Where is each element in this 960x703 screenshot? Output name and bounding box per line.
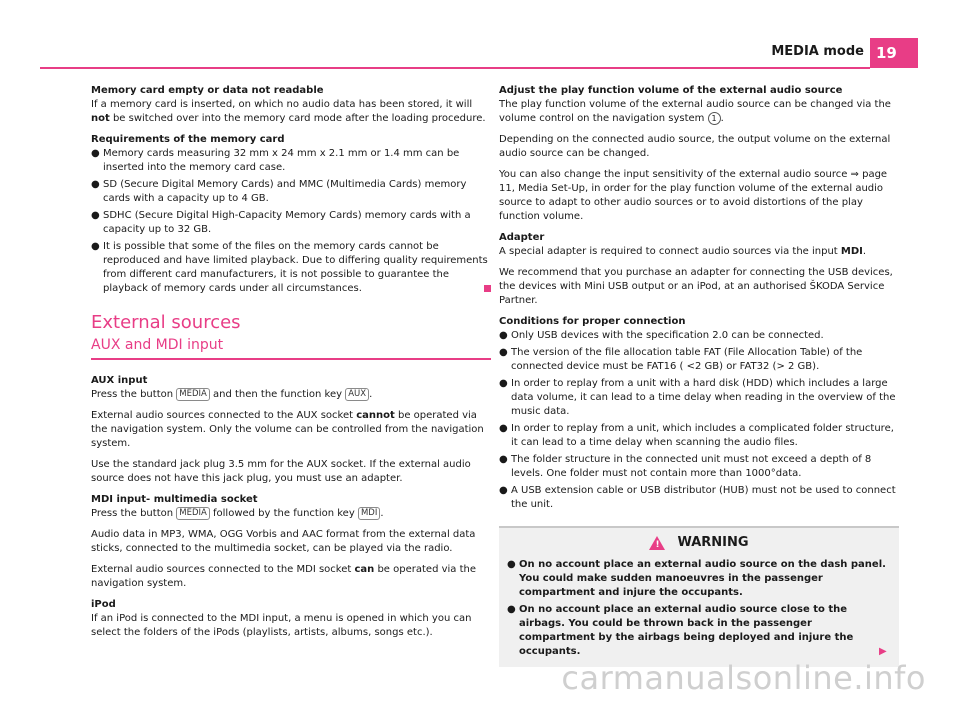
list-item: ● SDHC (Secure Digital High-Capacity Memory Cards) memory cards with a capacity up to 32 GB. [91, 210, 471, 235]
section-title-external-sources: External sources [91, 312, 241, 333]
list-item: ● A USB extension cable or USB distributor (HUB) must not be used to connect the unit. [499, 485, 896, 510]
heading-mdi-input: MDI input- multimedia socket [91, 494, 258, 505]
paragraph-adapter-2: We recommend that you purchase an adapter for connecting the USB devices, the devices with Mini USB output or an iPod, at an authorised ŠKODA Service Partner. [499, 267, 893, 306]
paragraph-memory-empty: If a memory card is inserted, on which no audio data has been stored, it will not be switched over into the memory card mode after the loading procedure. [91, 99, 486, 124]
header-rule [40, 67, 870, 69]
paragraph-mdi-socket: External audio sources connected to the MDI socket can be operated via the navigation system. [91, 564, 477, 589]
right-column [499, 84, 899, 667]
warning-title: WARNING [677, 535, 749, 550]
section-end-marker [484, 285, 491, 292]
aux-key: AUX [345, 388, 369, 401]
list-item: ● The folder structure in the connected unit must not exceed a depth of 8 levels. One folder must not contain more than 1000°data. [499, 454, 872, 479]
warning-item: ● On no account place an external audio source close to the airbags. You could be thrown back in the passenger compartment by the airbags being deployed and injure the occupants. ▶ [507, 604, 887, 657]
heading-volume: Adjust the play function volume of the external audio source [499, 85, 843, 96]
warning-item: ● On no account place an external audio source on the dash panel. You could make sudden manoeuvres in the passenger compartment and injure the occupants. [507, 559, 886, 598]
heading-conditions: Conditions for proper connection [499, 316, 686, 327]
list-item: ● It is possible that some of the files on the memory cards cannot be reproduced and have limited playback. Due to differing quality requirements from different card manufacturers, it is not possible to guarantee the playback of memory cards under all circumstances. [91, 240, 491, 296]
section-subtitle-aux-mdi: AUX and MDI input [91, 338, 491, 360]
heading-aux-input: AUX input [91, 375, 148, 386]
heading-requirements: Requirements of the memory card [91, 134, 285, 145]
watermark: carmanualsonline.info [561, 659, 926, 697]
left-column [91, 84, 491, 647]
paragraph-volume: The play function volume of the external audio source can be changed via the volume control on the navigation system 1 . [499, 99, 891, 124]
heading-memory-empty: Memory card empty or data not readable [91, 85, 324, 96]
page-number-badge: 19 [870, 38, 918, 68]
page-header-title: MEDIA mode [771, 44, 864, 59]
list-item: ● In order to replay from a unit with a hard disk (HDD) which includes a large data volume, it can lead to a time delay when reading in the overview of the music data. [499, 378, 896, 417]
paragraph-aux-socket: External audio sources connected to the AUX socket cannot be operated via the navigation system. Only the volume can be controlled from the navigation system. [91, 410, 484, 449]
warning-header [507, 532, 891, 554]
media-key: MEDIA [176, 388, 210, 401]
paragraph-adapter: A special adapter is required to connect audio sources via the input MDI. [499, 246, 867, 257]
list-item: ● The version of the file allocation table FAT (File Allocation Table) of the connected device must be FAT16 ( <2 GB) or FAT32 (> 2 GB). [499, 347, 863, 372]
paragraph-mdi-formats: Audio data in MP3, WMA, OGG Vorbis and AAC format from the external data sticks, connected to the multimedia socket, can be played via the radio. [91, 529, 476, 554]
list-item: ● In order to replay from a unit, which includes a complicated folder structure, it can lead to a time delay when scanning the audio files. [499, 423, 894, 448]
heading-ipod: iPod [91, 599, 116, 610]
heading-adapter: Adapter [499, 232, 545, 243]
paragraph-volume-2: Depending on the connected audio source, the output volume on the external audio source can be changed. [499, 134, 891, 159]
paragraph-ipod: If an iPod is connected to the MDI input, a menu is opened in which you can select the folders of the iPods (playlists, artists, albums, songs etc.). [91, 613, 472, 638]
warning-box [499, 526, 899, 667]
list-item: ● Only USB devices with the specification 2.0 can be connected. [499, 330, 824, 341]
media-key: MEDIA [176, 507, 210, 520]
paragraph-aux-jack: Use the standard jack plug 3.5 mm for the AUX socket. If the external audio source does not have this jack plug, you must use an adapter. [91, 459, 471, 484]
paragraph-volume-3: You can also change the input sensitivity of the external audio source ⇒ page 11, Media Set-Up, in order for the play function volume of the external audio source to adapt to other audio sources or to avoid distortions of the play function volume. [499, 169, 888, 222]
paragraph-aux-press: Press the button MEDIA and then the function key AUX . [91, 389, 373, 400]
paragraph-mdi-press: Press the button MEDIA followed by the function key MDI . [91, 508, 384, 519]
warning-icon: ! [649, 536, 665, 550]
list-item: ● SD (Secure Digital Memory Cards) and MMC (Multimedia Cards) memory cards with a capacity up to 4 GB. [91, 179, 467, 204]
callout-number: 1 [708, 112, 721, 125]
list-item: ● Memory cards measuring 32 mm x 24 mm x 2.1 mm or 1.4 mm can be inserted into the memory card case. [91, 148, 460, 173]
mdi-key: MDI [358, 507, 380, 520]
